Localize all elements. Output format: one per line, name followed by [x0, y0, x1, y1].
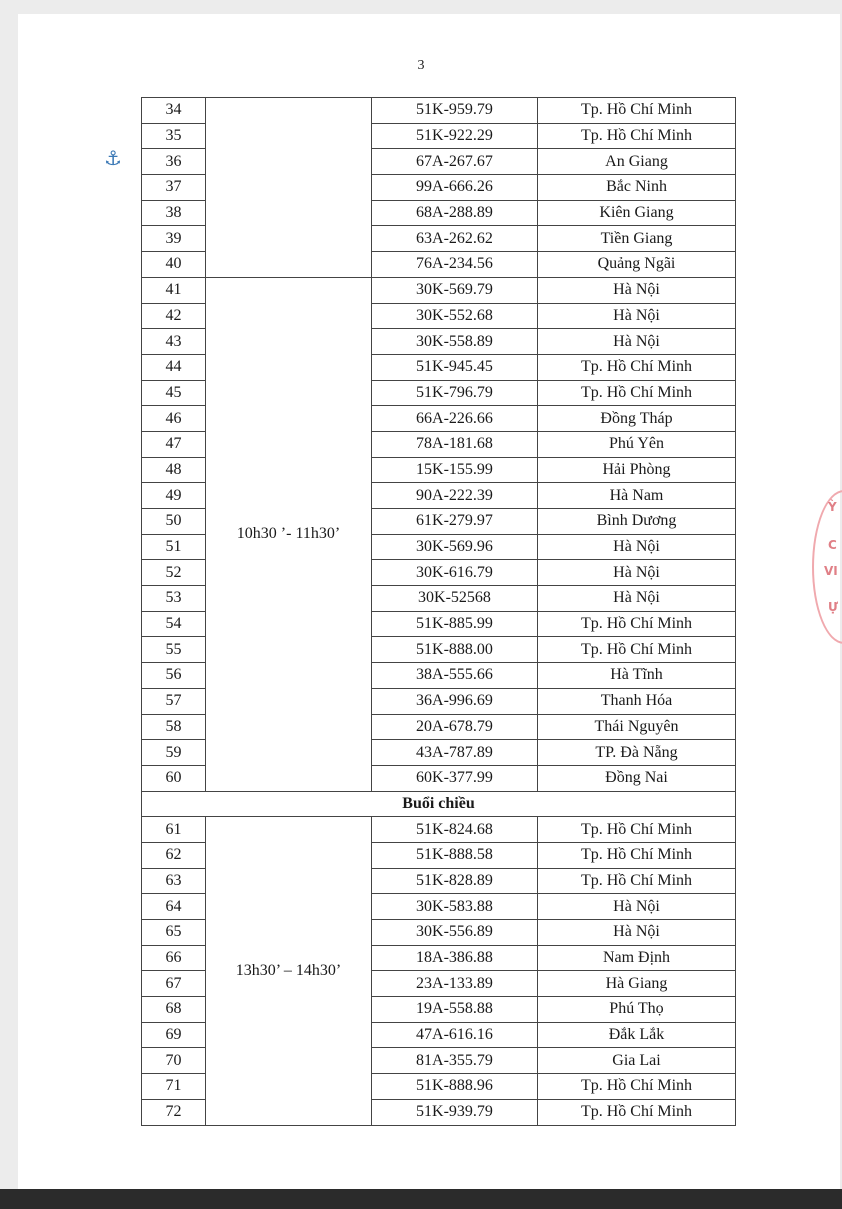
time-slot-cell: 10h30 ’- 11h30’ [206, 277, 372, 791]
province: Tiền Giang [538, 226, 736, 252]
plate-number: 60K-377.99 [372, 765, 538, 791]
plate-number: 63A-262.62 [372, 226, 538, 252]
province: Tp. Hồ Chí Minh [538, 817, 736, 843]
plate-number: 38A-555.66 [372, 663, 538, 689]
row-number: 70 [142, 1048, 206, 1074]
province: Thanh Hóa [538, 688, 736, 714]
plate-number: 18A-386.88 [372, 945, 538, 971]
table-body [142, 98, 736, 1126]
row-number: 34 [142, 98, 206, 124]
province: Bắc Ninh [538, 175, 736, 201]
province: Quảng Ngãi [538, 252, 736, 278]
province: Hà Tĩnh [538, 663, 736, 689]
plate-number: 20A-678.79 [372, 714, 538, 740]
red-seal-stamp [806, 490, 842, 640]
row-number: 58 [142, 714, 206, 740]
row-number: 47 [142, 431, 206, 457]
plate-number: 81A-355.79 [372, 1048, 538, 1074]
plate-number: 51K-824.68 [372, 817, 538, 843]
province: Tp. Hồ Chí Minh [538, 123, 736, 149]
plate-number: 51K-922.29 [372, 123, 538, 149]
plate-number: 30K-569.96 [372, 534, 538, 560]
province: An Giang [538, 149, 736, 175]
row-number: 59 [142, 740, 206, 766]
plate-number: 30K-583.88 [372, 894, 538, 920]
province: Phú Thọ [538, 997, 736, 1023]
anchor-icon: ⚓ [104, 146, 122, 170]
province: Hà Nội [538, 277, 736, 303]
plate-number: 30K-616.79 [372, 560, 538, 586]
row-number: 71 [142, 1074, 206, 1100]
plate-number: 47A-616.16 [372, 1022, 538, 1048]
province: Hà Nội [538, 534, 736, 560]
province: Tp. Hồ Chí Minh [538, 842, 736, 868]
province: Hà Nam [538, 483, 736, 509]
plate-number: 23A-133.89 [372, 971, 538, 997]
province: Tp. Hồ Chí Minh [538, 611, 736, 637]
plate-number: 68A-288.89 [372, 200, 538, 226]
row-number: 42 [142, 303, 206, 329]
province: Đồng Nai [538, 765, 736, 791]
plate-number: 19A-558.88 [372, 997, 538, 1023]
province: Hà Nội [538, 894, 736, 920]
row-number: 41 [142, 277, 206, 303]
province: Kiên Giang [538, 200, 736, 226]
row-number: 57 [142, 688, 206, 714]
province: Nam Định [538, 945, 736, 971]
province: Bình Dương [538, 509, 736, 535]
row-number: 63 [142, 868, 206, 894]
plate-number: 90A-222.39 [372, 483, 538, 509]
row-number: 60 [142, 765, 206, 791]
row-number: 40 [142, 252, 206, 278]
plate-number: 51K-945.45 [372, 354, 538, 380]
row-number: 53 [142, 586, 206, 612]
province: Đồng Tháp [538, 406, 736, 432]
row-number: 48 [142, 457, 206, 483]
province: Hà Nội [538, 560, 736, 586]
plate-number: 51K-796.79 [372, 380, 538, 406]
province: Hà Nội [538, 303, 736, 329]
plate-number: 51K-888.58 [372, 842, 538, 868]
province: Tp. Hồ Chí Minh [538, 1099, 736, 1125]
plate-schedule-table [141, 97, 736, 1126]
stamp-char: VI [824, 564, 838, 578]
plate-number: 51K-885.99 [372, 611, 538, 637]
province: Hà Giang [538, 971, 736, 997]
plate-number: 99A-666.26 [372, 175, 538, 201]
row-number: 52 [142, 560, 206, 586]
row-number: 46 [142, 406, 206, 432]
row-number: 49 [142, 483, 206, 509]
row-number: 67 [142, 971, 206, 997]
province: Đắk Lắk [538, 1022, 736, 1048]
plate-number: 30K-52568 [372, 586, 538, 612]
table-row [142, 98, 736, 124]
plate-number: 51K-888.00 [372, 637, 538, 663]
plate-number: 51K-939.79 [372, 1099, 538, 1125]
table-row [142, 817, 736, 843]
row-number: 44 [142, 354, 206, 380]
province: Thái Nguyên [538, 714, 736, 740]
plate-number: 51K-888.96 [372, 1074, 538, 1100]
page-number: 3 [417, 58, 425, 73]
province: Hà Nội [538, 586, 736, 612]
province: Tp. Hồ Chí Minh [538, 98, 736, 124]
province: Tp. Hồ Chí Minh [538, 637, 736, 663]
province: Phú Yên [538, 431, 736, 457]
row-number: 65 [142, 920, 206, 946]
plate-number: 15K-155.99 [372, 457, 538, 483]
plate-number: 66A-226.66 [372, 406, 538, 432]
plate-number: 61K-279.97 [372, 509, 538, 535]
row-number: 54 [142, 611, 206, 637]
province: Hà Nội [538, 920, 736, 946]
row-number: 66 [142, 945, 206, 971]
province: Tp. Hồ Chí Minh [538, 1074, 736, 1100]
plate-number: 36A-996.69 [372, 688, 538, 714]
plate-number: 43A-787.89 [372, 740, 538, 766]
row-number: 68 [142, 997, 206, 1023]
scan-bottom-edge [0, 1189, 842, 1209]
time-slot-cell: 13h30’ – 14h30’ [206, 817, 372, 1125]
province: TP. Đà Nẵng [538, 740, 736, 766]
row-number: 56 [142, 663, 206, 689]
plate-number: 51K-828.89 [372, 868, 538, 894]
plate-number: 67A-267.67 [372, 149, 538, 175]
stamp-char: Ỳ [828, 500, 837, 514]
table-row [142, 277, 736, 303]
plate-number: 30K-552.68 [372, 303, 538, 329]
plate-number: 78A-181.68 [372, 431, 538, 457]
plate-number: 30K-556.89 [372, 920, 538, 946]
row-number: 64 [142, 894, 206, 920]
row-number: 50 [142, 509, 206, 535]
row-number: 51 [142, 534, 206, 560]
province: Hải Phòng [538, 457, 736, 483]
province: Tp. Hồ Chí Minh [538, 868, 736, 894]
province: Tp. Hồ Chí Minh [538, 354, 736, 380]
row-number: 38 [142, 200, 206, 226]
row-number: 72 [142, 1099, 206, 1125]
plate-number: 30K-569.79 [372, 277, 538, 303]
row-number: 69 [142, 1022, 206, 1048]
row-number: 62 [142, 842, 206, 868]
plate-number: 51K-959.79 [372, 98, 538, 124]
row-number: 36 [142, 149, 206, 175]
row-number: 37 [142, 175, 206, 201]
section-row [142, 791, 736, 817]
plate-number: 76A-234.56 [372, 252, 538, 278]
row-number: 55 [142, 637, 206, 663]
row-number: 39 [142, 226, 206, 252]
time-slot-cell [206, 98, 372, 278]
province: Tp. Hồ Chí Minh [538, 380, 736, 406]
stamp-char: Ự [828, 600, 839, 614]
row-number: 43 [142, 329, 206, 355]
section-heading: Buổi chiều [142, 791, 736, 817]
stamp-char: C [828, 538, 837, 552]
row-number: 45 [142, 380, 206, 406]
row-number: 35 [142, 123, 206, 149]
province: Gia Lai [538, 1048, 736, 1074]
province: Hà Nội [538, 329, 736, 355]
row-number: 61 [142, 817, 206, 843]
plate-number: 30K-558.89 [372, 329, 538, 355]
